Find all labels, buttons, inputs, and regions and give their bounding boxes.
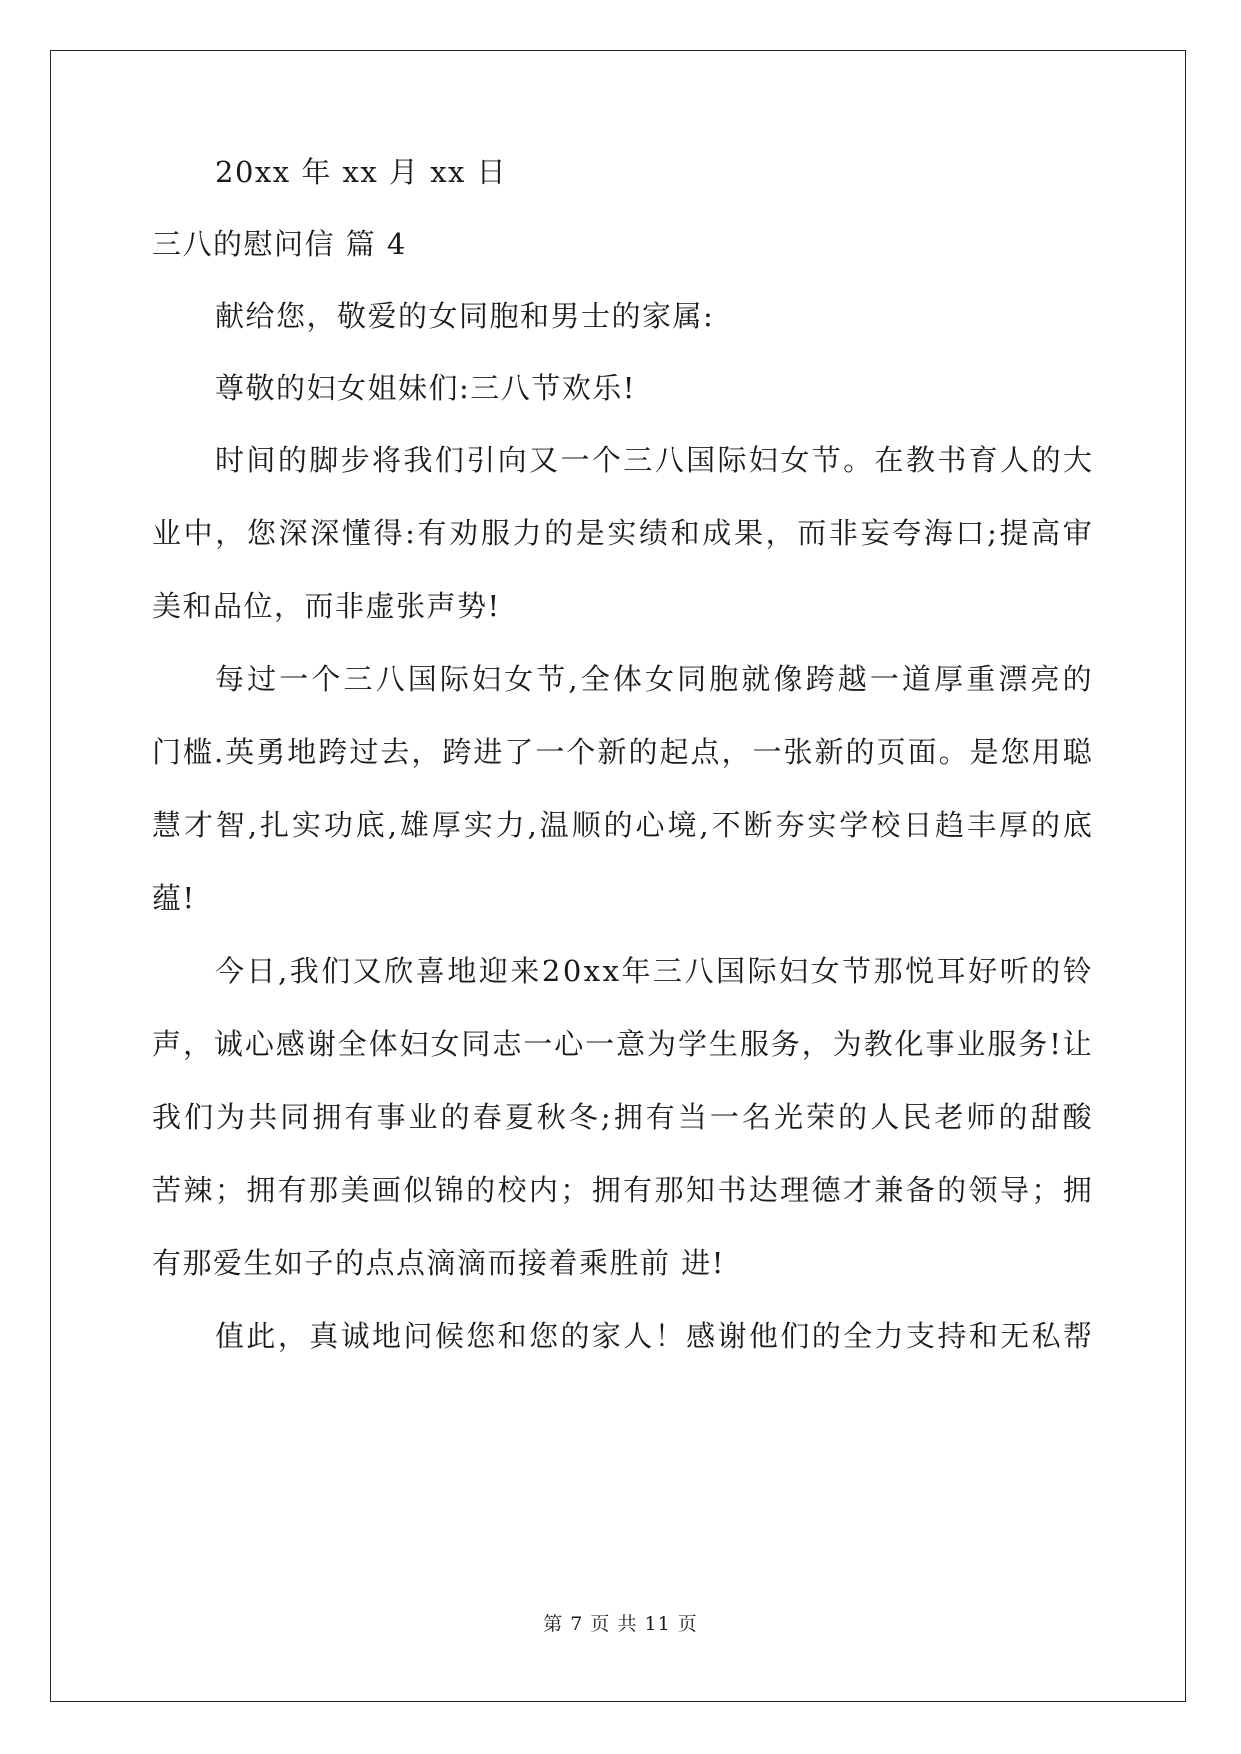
- paragraph-2-line-4: 蕴!: [152, 881, 196, 915]
- page-number-footer: 第 7 页 共 11 页: [543, 1613, 698, 1635]
- paragraph-1-line-2: 业 中 ， 您 深 深 懂 得 : 有 劝 服 力 的 是 实 绩 和 成 果 ， 而 非 妄 夸 海 口 ; 提 高 审: [152, 516, 1092, 550]
- paragraph-3-line-5: 有那爱生如子的点点滴滴而接着乘胜前 进!: [152, 1246, 725, 1280]
- paragraph-2-line-1: 每 过 一 个 三 八 国 际 妇 女 节 , 全 体 女 同 胞 就 像 跨 越 一 道 厚 重 漂 亮 的: [215, 662, 1092, 696]
- paragraph-3-line-3: 我 们 为 共 同 拥 有 事 业 的 春 夏 秋 冬 ; 拥 有 当 一 名 光 荣 的 人 民 老 师 的 甜 酸: [152, 1100, 1092, 1134]
- date-line: 20xx 年 xx 月 xx 日: [215, 155, 508, 189]
- paragraph-4-line-1: 值 此 ， 真 诚 地 问 候 您 和 您 的 家 人 ！ 感 谢 他 们 的 全 力 支 持 和 无 私 帮: [215, 1319, 1092, 1353]
- paragraph-3-line-1: 今 日 , 我 们 又 欣 喜 地 迎 来 2 0 x x 年 三 八 国 际 妇 女 节 那 悦 耳 好 听 的 铃: [215, 954, 1092, 988]
- paragraph-3-line-4: 苦 辣 ； 拥 有 那 美 画 似 锦 的 校 内 ； 拥 有 那 知 书 达 理 德 才 兼 备 的 领 导 ； 拥: [152, 1173, 1092, 1207]
- greeting: 尊敬的妇女姐妹们:三八节欢乐!: [215, 371, 636, 405]
- salutation: 献给您，敬爱的女同胞和男士的家属:: [215, 299, 715, 333]
- paragraph-2-line-3: 慧 才 智 , 扎 实 功 底 , 雄 厚 实 力 , 温 顺 的 心 境 , 不 断 夯 实 学 校 日 趋 丰 厚 的 底: [152, 808, 1092, 842]
- section-title: 三八的慰问信 篇 4: [152, 227, 407, 261]
- paragraph-1-line-3: 美和品位，而非虚张声势!: [152, 589, 501, 623]
- paragraph-1-line-1: 时 间 的 脚 步 将 我 们 引 向 又 一 个 三 八 国 际 妇 女 节 。 在 教 书 育 人 的 大: [215, 443, 1092, 477]
- paragraph-3-line-2: 声 ， 诚 心 感 谢 全 体 妇 女 同 志 一 心 一 意 为 学 生 服 务 ， 为 教 化 事 业 服 务 ! 让: [152, 1027, 1092, 1061]
- paragraph-2-line-2: 门 槛 . 英 勇 地 跨 过 去 ， 跨 进 了 一 个 新 的 起 点 ， 一 张 新 的 页 面 。 是 您 用 聪: [152, 735, 1092, 769]
